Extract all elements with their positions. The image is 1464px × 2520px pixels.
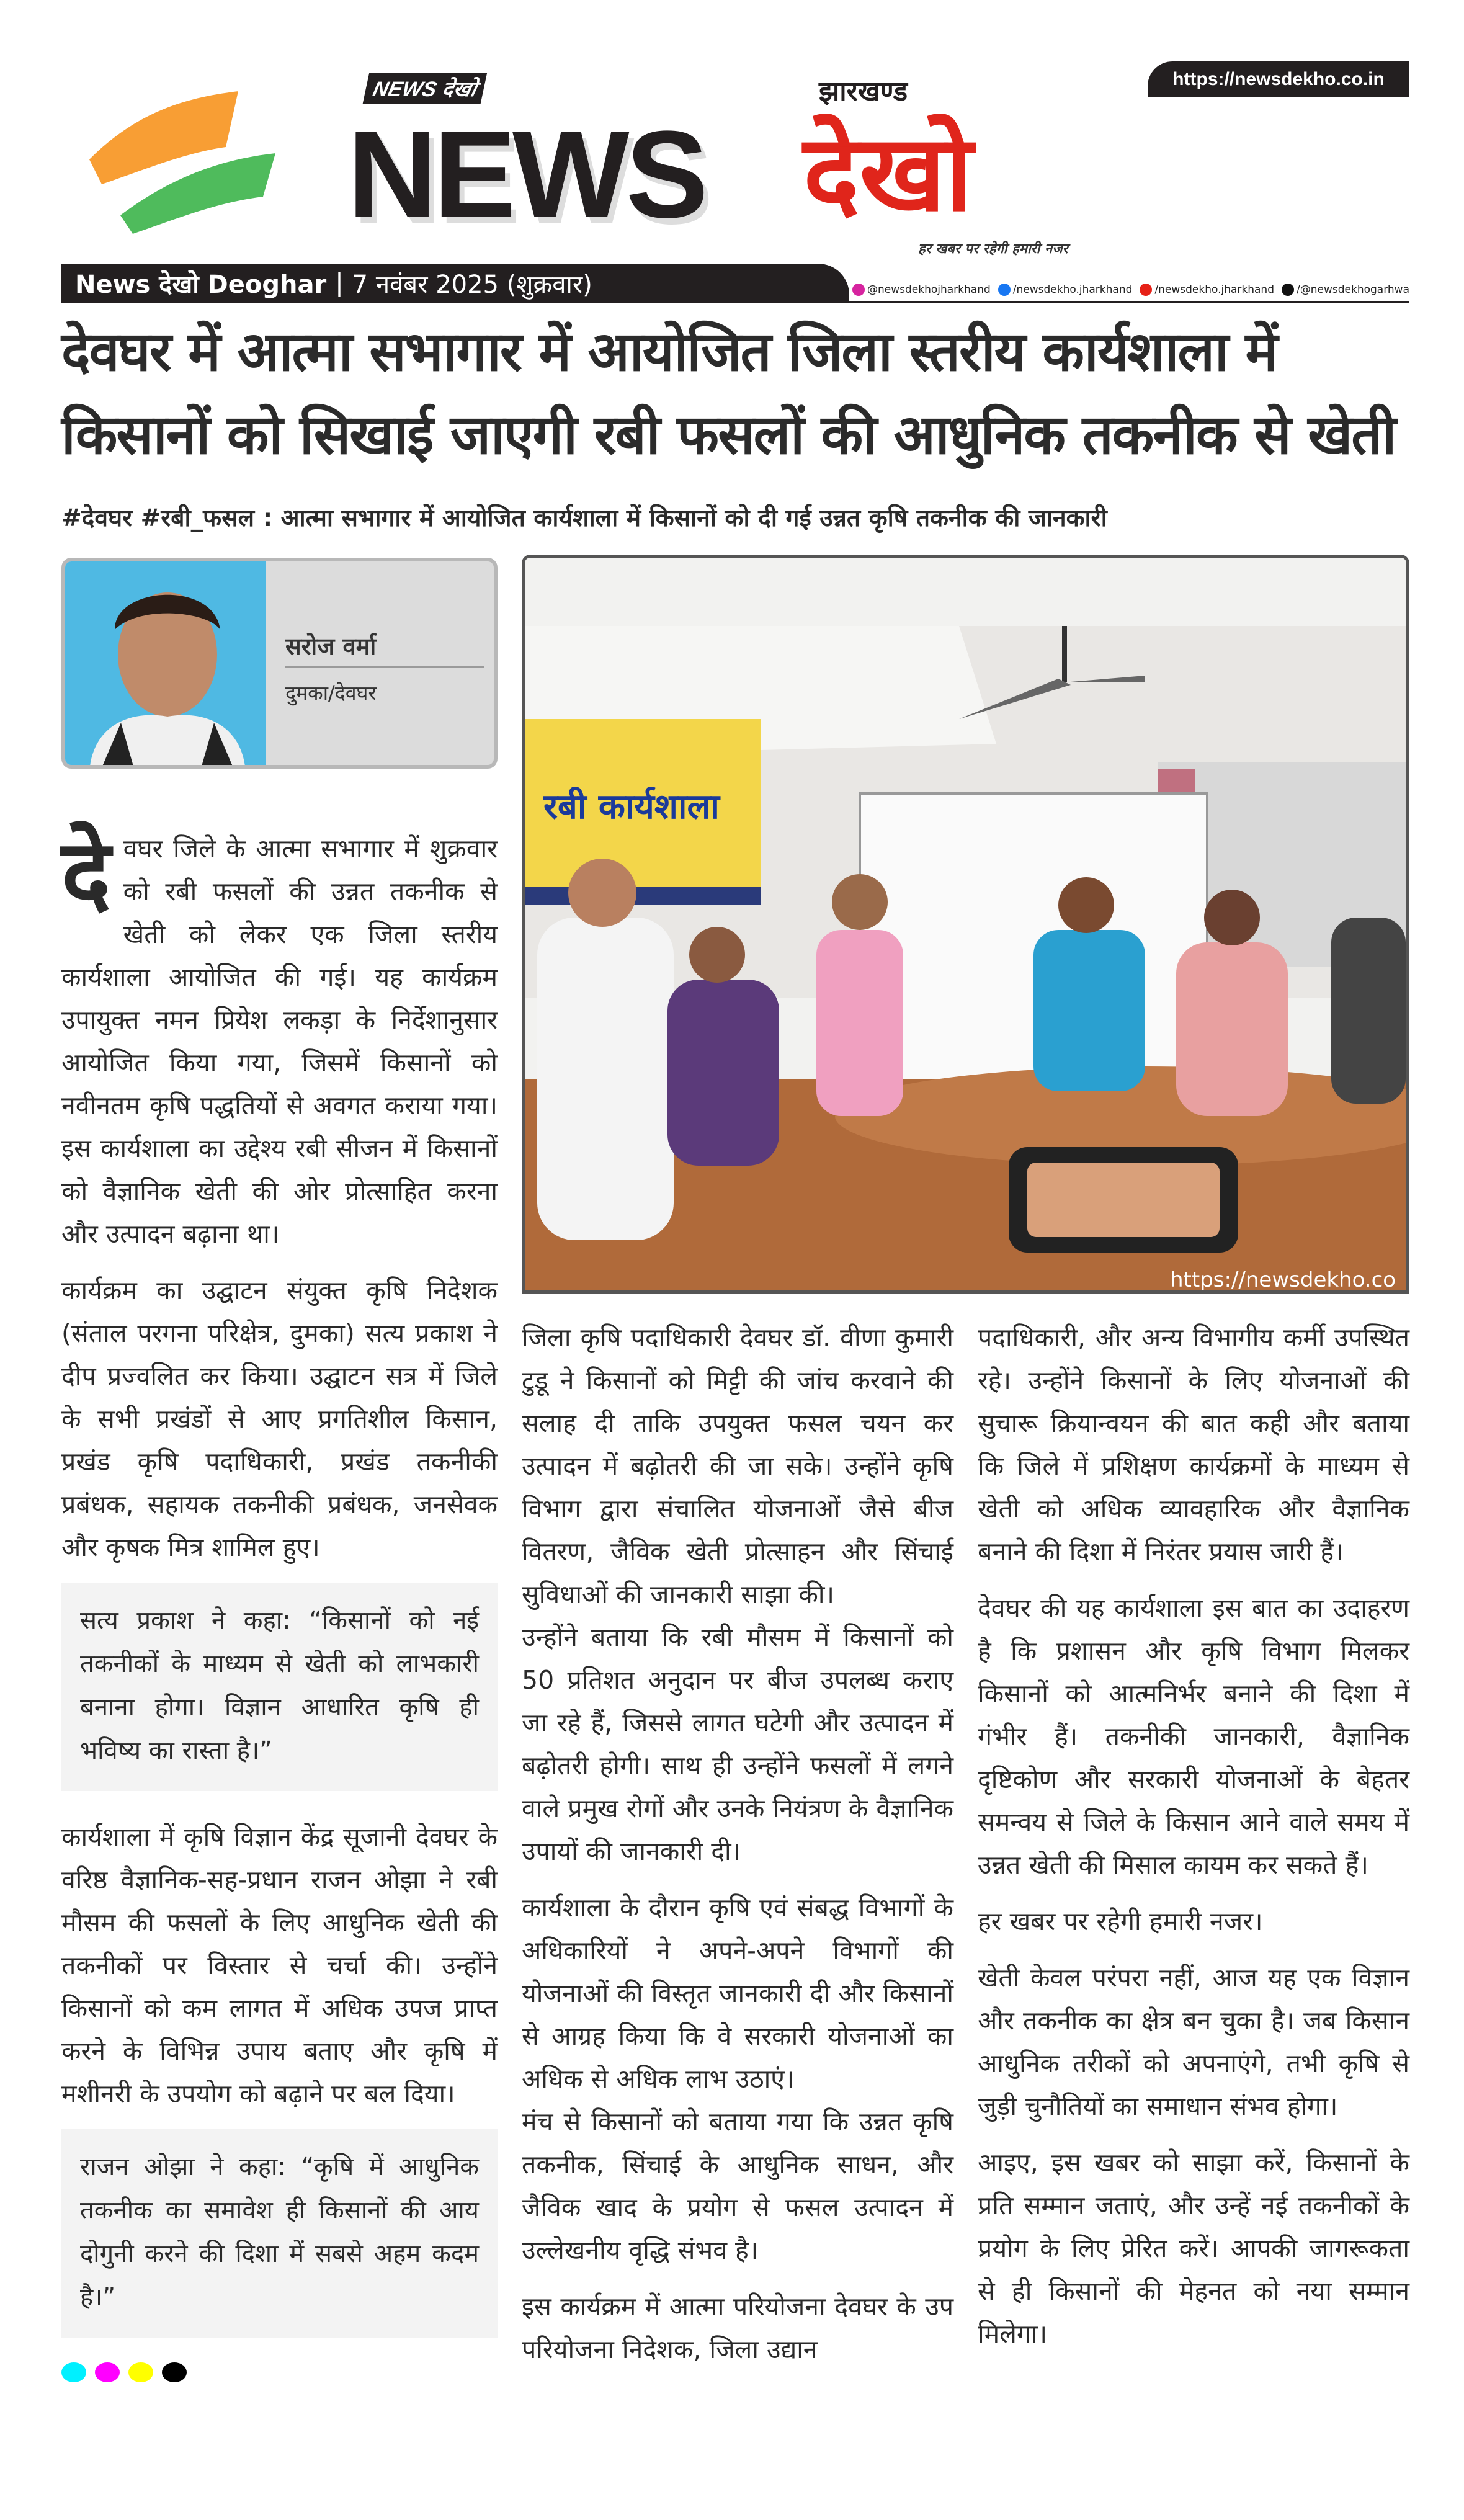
pull-quote: राजन ओझा ने कहा: “कृषि में आधुनिक तकनीक का समावेश ही किसानों की आय दोगुनी करने की दिशा में सबसे अहम कदम है।”	[61, 2129, 498, 2338]
right-column	[522, 555, 1409, 2385]
magenta-dot-icon	[95, 2362, 120, 2382]
article-column-3	[978, 1316, 1409, 2385]
paragraph: उन्होंने बताया कि रबी मौसम में किसानों को 50 प्रतिशत अनुदान पर बीज उपलब्ध कराए जा रहे हैं, जिससे लागत घटेगी और उत्पादन में बढ़ोतरी होगी। साथ ही उन्होंने फसलों में लगने वाले प्रमुख रोगों और उनके नियंत्रण के वैज्ञानिक उपायों की जानकारी दी।	[522, 1622, 953, 1866]
x-icon	[1282, 284, 1294, 296]
article	[61, 310, 1409, 2385]
article-body	[61, 555, 1409, 2385]
paragraph: इस कार्यक्रम में आत्मा परियोजना देवघर के उप परियोजना निदेशक, जिला उद्यान	[522, 2292, 953, 2364]
right-text-columns	[522, 1316, 1409, 2385]
article-column-2	[522, 1316, 953, 2385]
brand-small: NEWS देखो	[363, 73, 488, 104]
facebook-link[interactable]	[998, 284, 1133, 296]
paragraph: हर खबर पर रहेगी हमारी नजर।	[978, 1906, 1263, 1936]
article-photo	[522, 555, 1409, 1294]
social-handle: /newsdekho.jharkhand	[1154, 284, 1274, 296]
tagline: हर खबर पर रहेगी हमारी नजर	[918, 241, 1068, 257]
cmyk-registration-marks	[61, 2362, 498, 2382]
brand-small-badge	[363, 74, 486, 102]
pull-quote: सत्य प्रकाश ने कहा: “किसानों को नई तकनीकों के माध्यम से खेती को लाभकारी बनाना होगा। विज्ञान आधारित कृषि ही भविष्य का रास्ता है।”	[61, 1583, 498, 1791]
social-handle: /@newsdekhogarhwa	[1297, 284, 1409, 296]
paragraph: जिला कृषि पदाधिकारी देवघर डॉ. वीणा कुमारी टुडू ने किसानों को मिट्टी की जांच करवाने की सलाह दी ताकि उपयुक्त फसल चयन कर उत्पादन में बढ़ोतरी की जा सके। उन्होंने कृषि विभाग द्वारा संचालित योजनाओं जैसे बीज वितरण, जैविक खेती प्रोत्साहन और सिंचाई सुविधाओं की जानकारी साझा की।	[522, 1323, 953, 1609]
instagram-link[interactable]	[852, 284, 991, 296]
instagram-icon	[852, 284, 865, 296]
left-column	[61, 555, 498, 2382]
photo-banner-text: रबी कार्यशाला	[543, 787, 720, 827]
paragraph: आइए, इस खबर को साझा करें, किसानों के प्रति सम्मान जताएं, और उन्हें नई तकनीकों के प्रयोग के लिए प्रेरित करें। आपकी जागरूकता से ही किसानों की मेहनत को नया सम्मान मिलेगा।	[978, 2148, 1409, 2349]
social-handle: @newsdekhojharkhand	[867, 284, 991, 296]
paragraph: कार्यक्रम का उद्घाटन संयुक्त कृषि निदेशक (संताल परगना परिक्षेत्र, दुमका) सत्य प्रकाश ने दीप प्रज्वलित कर किया। उद्घाटन सत्र में जिले के सभी प्रखंडों से आए प्रगतिशील किसान, प्रखंड कृषि पदाधिकारी, प्रखंड तकनीकी प्रबंधक, सहायक तकनीकी प्रबंधक, जनसेवक और कृषक मित्र शामिल हुए।	[61, 1276, 498, 1562]
author-location: दुमका/देवघर	[285, 681, 377, 705]
brand-dekho: देखो	[803, 112, 973, 235]
drop-cap: दे	[61, 820, 111, 928]
edition-date-bar	[61, 264, 849, 302]
social-handle: /newsdekho.jharkhand	[1012, 284, 1133, 296]
yellow-dot-icon	[128, 2362, 153, 2382]
author-divider	[285, 666, 484, 668]
black-dot-icon	[162, 2362, 187, 2382]
brand-news: NEWS	[347, 105, 705, 244]
article-title	[61, 310, 1409, 476]
article-column-1	[61, 820, 498, 2338]
photo-watermark: https://newsdekho.co	[1170, 1267, 1396, 1292]
title-line: देवघर में आत्मा सभागार में आयोजित जिला स्तरीय कार्यशाला में	[61, 319, 1277, 383]
paragraph: देवघर की यह कार्यशाला इस बात का उदाहरण है कि प्रशासन और कृषि विभाग मिलकर किसानों को आत्मनिर्भर बनाने की दिशा में गंभीर हैं। तकनीकी जानकारी, वैज्ञानिक दृष्टिकोण और सरकारी योजनाओं के बेहतर समन्वय से जिले के किसान आने वाले समय में उन्नत खेती की मिसाल कायम कर सकते हैं।	[978, 1593, 1409, 1880]
paragraph: खेती केवल परंपरा नहीं, आज यह एक विज्ञान और तकनीक का क्षेत्र बन चुका है। जब किसान आधुनिक तरीकों को अपनाएंगे, तभी कृषि से जुड़ी चुनौतियों का समाधान संभव होगा।	[978, 1963, 1409, 2121]
facebook-icon	[998, 284, 1011, 296]
paragraph-text: वघर जिले के आत्मा सभागार में शुक्रवार को रबी फसलों की उन्नत तकनीक से खेती को लेकर एक जिला स्तरीय कार्यशाला आयोजित की गई। यह कार्यक्रम उपायुक्त नमन प्रियेश लकड़ा के निर्देशानुसार आयोजित किया गया, जिसमें किसानों को नवीनतम कृषि पद्धतियों से अवगत कराया गया। इस कार्यशाला का उद्देश्य रबी सीजन में किसानों को वैज्ञानिक खेती की ओर प्रोत्साहित करना और उत्पादन बढ़ाना था।	[61, 834, 498, 1249]
vande-mataram-logo	[65, 73, 325, 259]
paragraph	[61, 820, 498, 1256]
news-dekho-logo	[347, 74, 1129, 261]
header-divider	[61, 301, 1409, 303]
author-name: सरोज वर्मा	[285, 633, 377, 660]
youtube-icon	[1140, 284, 1152, 296]
paragraph: कार्यशाला के दौरान कृषि एवं संबद्ध विभागों के अधिकारियों ने अपने-अपने विभागों की योजनाओं की विस्तृत जानकारी दी और किसानों से आग्रह किया कि वे सरकारी योजनाओं का अधिक से अधिक लाभ उठाएं।	[522, 1893, 953, 2094]
separator: |	[335, 269, 344, 297]
author-photo	[65, 561, 266, 765]
x-link[interactable]	[1282, 284, 1409, 296]
article-subtitle: #देवघर #रबी_फसल : आत्मा सभागार में आयोजित कार्यशाला में किसानों को दी गई उन्नत कृषि तकनीक की जानकारी	[61, 504, 1107, 532]
youtube-link[interactable]	[1140, 284, 1274, 296]
cyan-dot-icon	[61, 2362, 86, 2382]
brand-state: झारखण्ड	[819, 76, 908, 107]
paragraph: कार्यशाला में कृषि विज्ञान केंद्र सूजानी देवघर के वरिष्ठ वैज्ञानिक-सह-प्रधान राजन ओझा ने रबी मौसम की फसलों के लिए आधुनिक खेती की तकनीकों पर विस्तार से चर्चा की। उन्होंने किसानों को कम लागत में अधिक उपज प्राप्त करने के विभिन्न उपाय बताए और कृषि में मशीनरी के उपयोग को बढ़ाने पर बल दिया।	[61, 1822, 498, 2109]
edition-name: News देखो Deoghar	[75, 270, 327, 299]
social-links	[862, 280, 1409, 299]
website-url-link[interactable]: https://newsdekho.co.in	[1148, 61, 1409, 97]
author-card	[61, 558, 498, 769]
title-line: किसानों को सिखाई जाएगी रबी फसलों की आधुनिक तकनीक से खेती	[61, 403, 1396, 467]
paragraph: पदाधिकारी, और अन्य विभागीय कर्मी उपस्थित रहे। उन्होंने किसानों के लिए योजनाओं की सुचारू क्रियान्वयन की बात कही और बताया कि जिले में प्रशिक्षण कार्यक्रमों के माध्यम से खेती को अधिक व्यावहारिक और वैज्ञानिक बनाने की दिशा में निरंतर प्रयास जारी हैं।	[978, 1323, 1409, 1566]
edition-date: 7 नवंबर 2025 (शुक्रवार)	[352, 270, 592, 299]
paragraph: मंच से किसानों को बताया गया कि उन्नत कृषि तकनीक, सिंचाई के आधुनिक साधन, और जैविक खाद के प्रयोग से फसल उत्पादन में उल्लेखनीय वृद्धि संभव है।	[522, 2107, 953, 2265]
